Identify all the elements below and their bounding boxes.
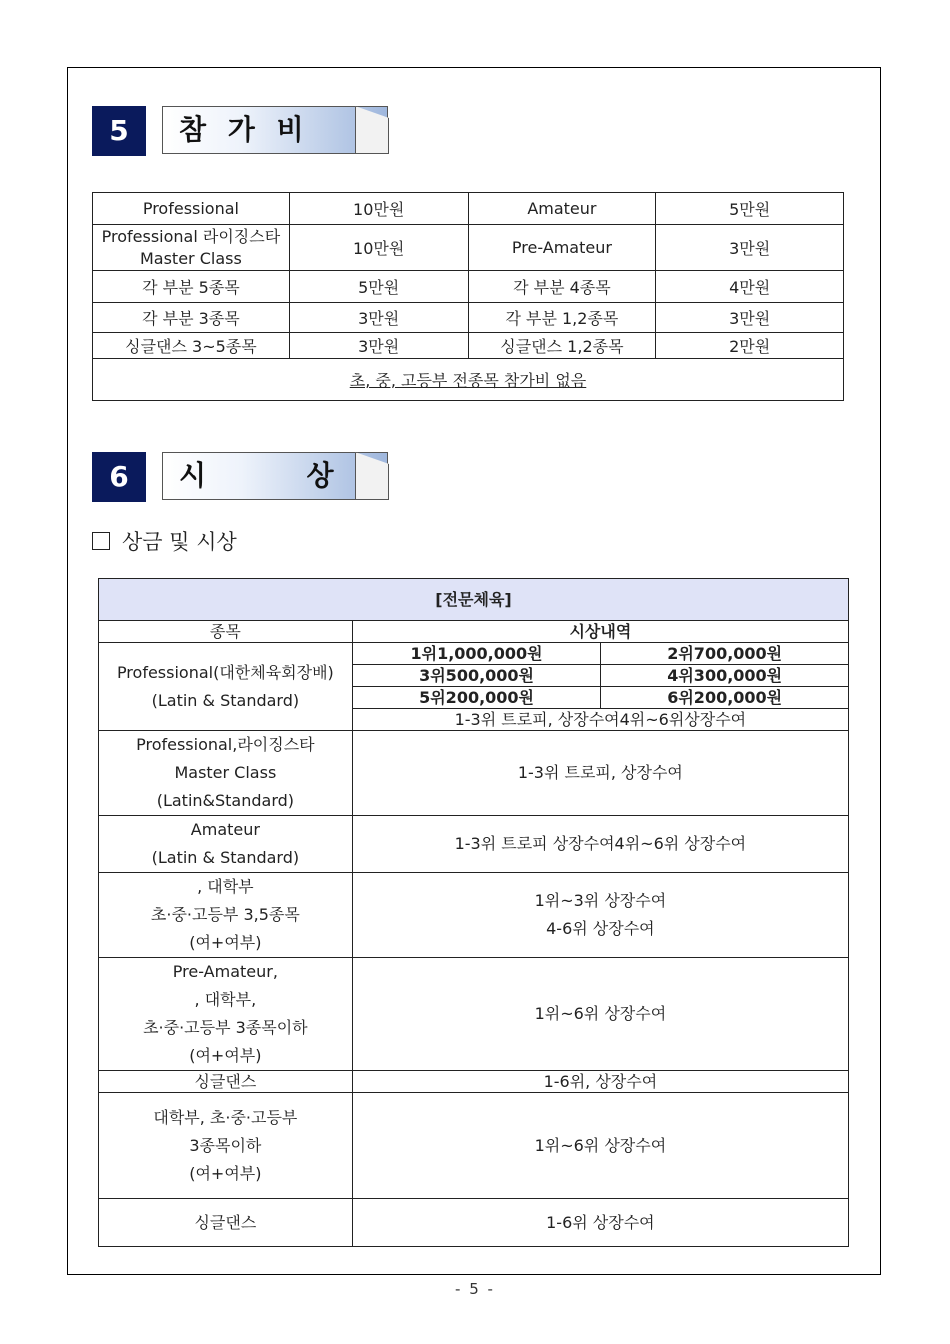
table-row: [99, 1093, 849, 1199]
cell-line: (Latin&Standard): [156, 791, 295, 810]
cell-line: Master Class: [174, 763, 277, 782]
table-row: [99, 731, 849, 816]
table-cell: 1-6위, 상장수여: [352, 1071, 848, 1093]
cell-line: (Latin & Standard): [151, 690, 300, 710]
table-cell: Amateur: [468, 193, 656, 225]
section-number: 5: [92, 106, 146, 156]
prize-heading: [92, 526, 237, 556]
table-cell: 3만원: [656, 303, 844, 333]
prize-cell: 2위700,000원: [601, 643, 849, 665]
table-row: [93, 333, 844, 359]
cell-line: (여+여부): [189, 1046, 262, 1065]
table-cell: 각 부분 4종목: [468, 271, 656, 303]
prize-cell: 5위200,000원: [352, 687, 601, 709]
prize-cell: 3위500,000원: [352, 665, 601, 687]
section-title-box: [162, 452, 388, 500]
fold-decoration: [355, 452, 389, 500]
cell-line: 대학부, 초·중·고등부: [153, 1107, 298, 1127]
section-title: 참 가 비: [179, 113, 310, 146]
section-title: 시 상: [179, 459, 340, 492]
table-cell: 1-3위 트로피 상장수여4위~6위 상장수여: [352, 816, 848, 873]
cell-line: Professional,라이징스타: [136, 735, 315, 754]
table-row: [93, 271, 844, 303]
table-cell: 1-6위 상장수여: [352, 1199, 848, 1247]
table-cell: 4만원: [656, 271, 844, 303]
table-row: [99, 816, 849, 873]
table-cell: Professional: [93, 193, 290, 225]
cell-line: 1위~3위 상장수여: [534, 891, 667, 910]
table-cell: [99, 731, 353, 816]
table-cell: [99, 816, 353, 873]
cell-line: , 대학부: [197, 877, 254, 896]
column-header: 종목: [99, 621, 353, 643]
table-header: [전문체육]: [99, 579, 849, 621]
table-row: [93, 303, 844, 333]
cell-line: Amateur: [190, 820, 260, 839]
cell-line: Pre-Amateur,: [172, 962, 278, 981]
table-cell: 5만원: [656, 193, 844, 225]
table-cell: 1-3위 트로피, 상장수여: [352, 731, 848, 816]
fold-decoration: [355, 106, 389, 154]
cell-line: Professional(대한체육회장배): [116, 662, 334, 682]
table-row: [99, 579, 849, 621]
table-cell: 3만원: [289, 333, 468, 359]
cell-line: 3종목이하: [189, 1135, 262, 1155]
table-cell: 10만원: [289, 193, 468, 225]
table-cell: 각 부분 1,2종목: [468, 303, 656, 333]
prize-cell: 4위300,000원: [601, 665, 849, 687]
prize-heading-text: 상금 및 시상: [122, 530, 237, 554]
table-cell: [99, 1093, 353, 1199]
cell-line: Professional 라이징스타: [101, 226, 281, 246]
award-table: [98, 578, 849, 1247]
table-cell: 싱글댄스: [99, 1071, 353, 1093]
table-row: [99, 1199, 849, 1247]
page-number: - 5 -: [455, 1280, 495, 1298]
cell-line: (Latin & Standard): [151, 848, 300, 867]
table-cell: [99, 958, 353, 1071]
table-row: [93, 193, 844, 225]
table-row: [99, 958, 849, 1071]
table-cell: [99, 643, 353, 731]
cell-line: 초·중·고등부 3종목이하: [143, 1018, 308, 1037]
cell-line: Master Class: [139, 248, 242, 268]
table-cell: 10만원: [289, 225, 468, 271]
prize-cell: 1위1,000,000원: [352, 643, 601, 665]
table-row: [99, 873, 849, 958]
table-cell: 1위~6위 상장수여: [352, 1093, 848, 1199]
table-row: [99, 621, 849, 643]
section-number: 6: [92, 452, 146, 502]
table-cell: 1위~6위 상장수여: [352, 958, 848, 1071]
table-cell: 싱글댄스: [99, 1199, 353, 1247]
cell-line: (여+여부): [189, 933, 262, 952]
table-cell: 각 부분 3종목: [93, 303, 290, 333]
table-cell: [93, 225, 290, 271]
section-title-box: [162, 106, 388, 154]
table-row: [99, 1071, 849, 1093]
cell-line: (여+여부): [189, 1163, 262, 1183]
table-row: [93, 225, 844, 271]
fee-table: [92, 192, 844, 401]
fee-note: 초, 중, 고등부 전종목 참가비 없음: [349, 371, 587, 390]
table-cell: [93, 359, 844, 401]
column-header: 시상내역: [352, 621, 848, 643]
table-cell: 싱글댄스 3~5종목: [93, 333, 290, 359]
table-row: [93, 359, 844, 401]
table-cell: 2만원: [656, 333, 844, 359]
cell-line: 초·중·고등부 3,5종목: [150, 905, 300, 924]
table-cell: 5만원: [289, 271, 468, 303]
prize-cell: 6위200,000원: [601, 687, 849, 709]
table-cell: Pre-Amateur: [468, 225, 656, 271]
table-cell: 싱글댄스 1,2종목: [468, 333, 656, 359]
table-cell: 1-3위 트로피, 상장수여4위~6위상장수여: [352, 709, 848, 731]
cell-line: 4-6위 상장수여: [546, 919, 655, 938]
table-cell: 각 부분 5종목: [93, 271, 290, 303]
table-cell: 3만원: [656, 225, 844, 271]
table-row: [99, 643, 849, 665]
checkbox-icon: [92, 532, 110, 550]
section-5-heading: [92, 106, 392, 158]
cell-line: , 대학부,: [194, 990, 257, 1009]
table-cell: [352, 873, 848, 958]
table-cell: [99, 873, 353, 958]
table-cell: 3만원: [289, 303, 468, 333]
section-6-heading: [92, 452, 392, 504]
